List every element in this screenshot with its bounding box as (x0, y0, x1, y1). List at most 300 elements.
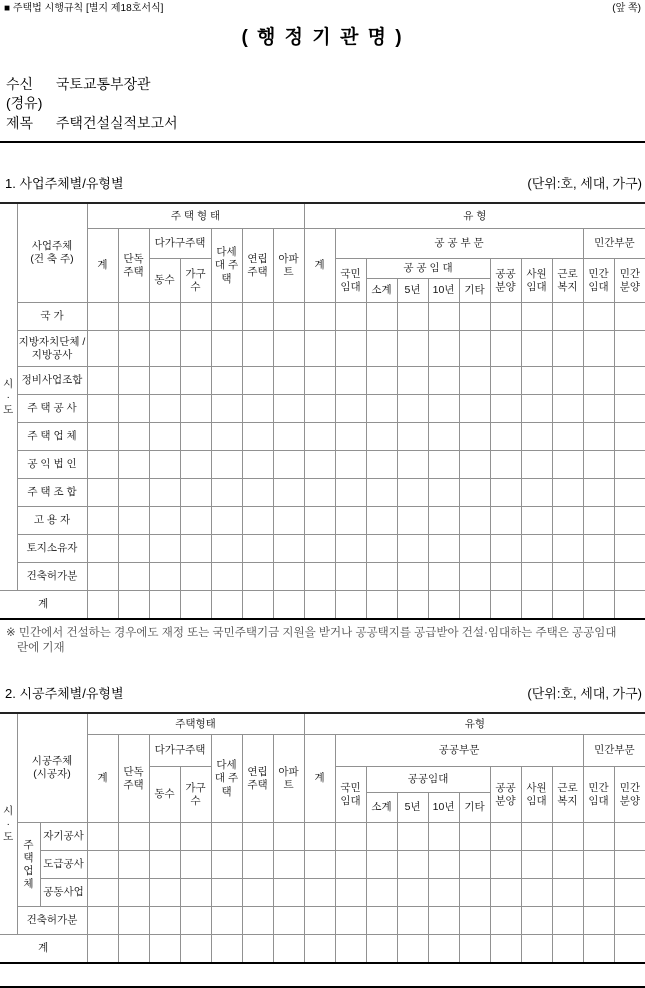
data-cell (521, 535, 552, 563)
data-cell (397, 331, 428, 367)
data-cell (87, 507, 118, 535)
data-cell (180, 367, 211, 395)
col-header-5yr: 5년 (397, 279, 428, 303)
data-cell (273, 935, 304, 963)
row-label-building-permit: 건축허가분 (17, 563, 87, 591)
data-cell (242, 907, 273, 935)
data-cell (242, 423, 273, 451)
group-header-public-sector: 공공부문 (335, 735, 583, 767)
via-line: (경유) (6, 95, 43, 112)
data-cell (428, 303, 459, 331)
data-cell (366, 535, 397, 563)
data-cell (490, 935, 521, 963)
data-cell (614, 507, 645, 535)
data-cell (335, 331, 366, 367)
data-cell (118, 879, 149, 907)
col-header-household-count: 가구수 (180, 767, 211, 823)
row-label-redevelopment-assoc: 정비사업조합 (17, 367, 87, 395)
col-header-subtotal: 소계 (366, 279, 397, 303)
row-header-constructor: 시공주체 (시공자) (17, 713, 87, 823)
data-cell (211, 535, 242, 563)
data-cell (521, 935, 552, 963)
data-cell (211, 591, 242, 619)
data-cell (397, 907, 428, 935)
data-cell (149, 907, 180, 935)
data-cell (211, 823, 242, 851)
data-cell (366, 879, 397, 907)
data-cell (428, 935, 459, 963)
data-cell (428, 507, 459, 535)
data-cell (335, 507, 366, 535)
data-cell (552, 535, 583, 563)
data-cell (366, 303, 397, 331)
data-cell (490, 423, 521, 451)
data-cell (490, 851, 521, 879)
recipient-value: 국토교통부장관 (55, 76, 151, 92)
data-cell (428, 563, 459, 591)
row-label-housing-assoc: 주 택 조 합 (17, 479, 87, 507)
data-cell (366, 367, 397, 395)
data-cell (304, 535, 335, 563)
col-header-national-rental: 국민 임대 (335, 259, 366, 303)
recipient-label: 수신 (6, 76, 34, 92)
data-cell (242, 591, 273, 619)
data-cell (366, 423, 397, 451)
data-cell (211, 367, 242, 395)
col-header-total: 계 (87, 229, 118, 303)
data-cell (304, 879, 335, 907)
data-cell (180, 451, 211, 479)
data-cell (428, 423, 459, 451)
data-cell (614, 367, 645, 395)
data-cell (242, 563, 273, 591)
col-header-dasedae: 다세대 주택 (211, 229, 242, 303)
data-cell (583, 591, 614, 619)
data-cell (583, 507, 614, 535)
section2-heading (5, 683, 642, 702)
data-cell (366, 907, 397, 935)
data-cell (273, 423, 304, 451)
data-cell (180, 479, 211, 507)
data-cell (614, 563, 645, 591)
col-header-detached: 단독 주택 (118, 229, 149, 303)
row-label-housing-company: 주 택 업 체 (17, 423, 87, 451)
data-cell (149, 395, 180, 423)
data-cell (459, 303, 490, 331)
data-cell (335, 479, 366, 507)
data-cell (180, 591, 211, 619)
data-cell (87, 395, 118, 423)
data-cell (87, 591, 118, 619)
section1-unit: (단위:호, 세대, 가구) (527, 175, 642, 191)
data-cell (552, 367, 583, 395)
data-cell (149, 367, 180, 395)
data-cell (397, 395, 428, 423)
data-cell (583, 451, 614, 479)
data-cell (211, 907, 242, 935)
data-cell (118, 563, 149, 591)
data-cell (614, 935, 645, 963)
col-header-type-total: 계 (304, 735, 335, 823)
data-cell (490, 331, 521, 367)
data-cell (459, 851, 490, 879)
data-cell (490, 303, 521, 331)
data-cell (428, 823, 459, 851)
col-header-etc: 기타 (459, 793, 490, 823)
header-divider (0, 141, 645, 143)
section1-title: 1. 사업주체별/유형별 (5, 175, 124, 191)
data-cell (273, 451, 304, 479)
sido-axis-label: 시 · 도 (0, 713, 17, 935)
col-header-public-sale: 공공 분양 (490, 259, 521, 303)
data-cell (335, 879, 366, 907)
data-cell (211, 395, 242, 423)
data-cell (273, 591, 304, 619)
group-header-public-rental: 공공임대 (366, 767, 490, 793)
data-cell (397, 423, 428, 451)
data-cell (366, 479, 397, 507)
subject-label: 제목 (6, 114, 34, 131)
data-cell (459, 535, 490, 563)
group-header-type: 유형 (304, 713, 645, 735)
footnote-line2: 란에 기재 (17, 642, 65, 655)
data-cell (87, 479, 118, 507)
data-cell (614, 591, 645, 619)
data-cell (366, 395, 397, 423)
data-cell (304, 395, 335, 423)
data-cell (428, 879, 459, 907)
data-cell (149, 507, 180, 535)
row-label-total: 계 (0, 935, 87, 963)
form-reference: ■ 주택법 시행규칙 [별지 제18호서식] (4, 3, 164, 14)
data-cell (118, 907, 149, 935)
data-cell (149, 935, 180, 963)
col-header-private-rental: 민간 임대 (583, 767, 614, 823)
data-cell (180, 879, 211, 907)
data-cell (397, 303, 428, 331)
data-cell (335, 851, 366, 879)
data-cell (366, 591, 397, 619)
data-cell (552, 395, 583, 423)
data-cell (583, 479, 614, 507)
data-cell (87, 535, 118, 563)
data-cell (490, 367, 521, 395)
data-cell (521, 331, 552, 367)
data-cell (552, 907, 583, 935)
data-cell (335, 591, 366, 619)
data-cell (180, 303, 211, 331)
data-cell (397, 879, 428, 907)
row-label-joint-project: 공동사업 (40, 879, 87, 907)
data-cell (180, 423, 211, 451)
data-cell (459, 331, 490, 367)
data-cell (397, 479, 428, 507)
data-cell (211, 851, 242, 879)
data-cell (459, 451, 490, 479)
data-cell (118, 823, 149, 851)
col-header-national-rental: 국민 임대 (335, 767, 366, 823)
col-header-etc: 기타 (459, 279, 490, 303)
footnote-line1: ※ 민간에서 건설하는 경우에도 재정 또는 국민주택기금 지원을 받거나 공공택지를 공급받아 건설·임대하는 주택은 공공임대 (6, 626, 617, 639)
col-header-dong-count: 동수 (149, 767, 180, 823)
data-cell (552, 331, 583, 367)
data-cell (583, 563, 614, 591)
data-cell (490, 823, 521, 851)
data-cell (242, 935, 273, 963)
data-cell (397, 451, 428, 479)
data-cell (87, 935, 118, 963)
data-cell (118, 423, 149, 451)
data-cell (490, 591, 521, 619)
data-cell (273, 879, 304, 907)
data-cell (335, 451, 366, 479)
data-cell (583, 851, 614, 879)
data-cell (149, 851, 180, 879)
row-label-contract-construction: 도급공사 (40, 851, 87, 879)
col-header-type-total: 계 (304, 229, 335, 303)
group-header-public-sector: 공 공 부 문 (335, 229, 583, 259)
data-cell (614, 331, 645, 367)
data-cell (211, 935, 242, 963)
data-cell (397, 535, 428, 563)
row-label-national: 국 가 (17, 303, 87, 331)
data-cell (428, 907, 459, 935)
data-cell (366, 935, 397, 963)
data-cell (118, 367, 149, 395)
data-cell (366, 851, 397, 879)
data-cell (521, 851, 552, 879)
data-cell (490, 479, 521, 507)
data-cell (397, 851, 428, 879)
data-cell (490, 907, 521, 935)
data-cell (335, 395, 366, 423)
data-cell (366, 451, 397, 479)
group-header-multi-family: 다가구주택 (149, 229, 211, 259)
data-cell (273, 395, 304, 423)
col-header-10yr: 10년 (428, 793, 459, 823)
letter-block (6, 75, 645, 133)
data-cell (428, 331, 459, 367)
row-label-total: 계 (0, 591, 87, 619)
data-cell (273, 563, 304, 591)
data-cell (304, 479, 335, 507)
col-header-private-sale: 민간 분양 (614, 767, 645, 823)
data-cell (273, 851, 304, 879)
col-header-dong-count: 동수 (149, 259, 180, 303)
data-cell (583, 879, 614, 907)
data-cell (304, 823, 335, 851)
data-cell (552, 451, 583, 479)
data-cell (118, 851, 149, 879)
data-cell (335, 907, 366, 935)
data-cell (273, 331, 304, 367)
data-cell (211, 303, 242, 331)
data-cell (180, 851, 211, 879)
table-by-business-entity (0, 202, 645, 620)
data-cell (273, 823, 304, 851)
data-cell (87, 907, 118, 935)
data-cell (87, 451, 118, 479)
col-header-company-rental: 사원 임대 (521, 767, 552, 823)
data-cell (552, 823, 583, 851)
col-header-subtotal: 소계 (366, 793, 397, 823)
data-cell (87, 879, 118, 907)
data-cell (459, 479, 490, 507)
data-cell (242, 507, 273, 535)
subject-value: 주택건설실적보고서 (55, 114, 178, 131)
data-cell (521, 423, 552, 451)
data-cell (614, 535, 645, 563)
data-cell (459, 367, 490, 395)
data-cell (366, 823, 397, 851)
data-cell (459, 879, 490, 907)
data-cell (211, 451, 242, 479)
data-cell (242, 451, 273, 479)
data-cell (614, 423, 645, 451)
data-cell (614, 479, 645, 507)
data-cell (180, 535, 211, 563)
data-cell (490, 395, 521, 423)
data-cell (335, 823, 366, 851)
data-cell (366, 563, 397, 591)
sido-axis-label: 시 · 도 (0, 203, 17, 591)
data-cell (614, 851, 645, 879)
data-cell (397, 591, 428, 619)
data-cell (428, 535, 459, 563)
data-cell (87, 367, 118, 395)
data-cell (521, 479, 552, 507)
data-cell (118, 479, 149, 507)
page-top-line (0, 0, 645, 15)
data-cell (118, 935, 149, 963)
data-cell (118, 395, 149, 423)
data-cell (304, 935, 335, 963)
table1-footnote (6, 626, 641, 657)
group-header-private-sector: 민간부문 (583, 735, 645, 767)
data-cell (521, 563, 552, 591)
data-cell (366, 331, 397, 367)
section2-unit: (단위:호, 세대, 가구) (527, 685, 642, 701)
data-cell (428, 395, 459, 423)
data-cell (149, 823, 180, 851)
data-cell (149, 451, 180, 479)
data-cell (118, 303, 149, 331)
data-cell (583, 395, 614, 423)
row-header-business-entity: 사업주체 (건 축 주) (17, 203, 87, 303)
data-cell (87, 331, 118, 367)
data-cell (149, 591, 180, 619)
data-cell (490, 563, 521, 591)
data-cell (521, 303, 552, 331)
data-cell (521, 823, 552, 851)
data-cell (583, 935, 614, 963)
group-header-private-sector: 민간부문 (583, 229, 645, 259)
col-header-public-sale: 공공 분양 (490, 767, 521, 823)
data-cell (552, 479, 583, 507)
data-cell (149, 423, 180, 451)
data-cell (273, 507, 304, 535)
col-header-apartment: 아파트 (273, 735, 304, 823)
data-cell (304, 563, 335, 591)
data-cell (521, 507, 552, 535)
data-cell (211, 331, 242, 367)
col-header-company-rental: 사원 임대 (521, 259, 552, 303)
row-label-employer: 고 용 자 (17, 507, 87, 535)
data-cell (304, 303, 335, 331)
data-cell (490, 879, 521, 907)
data-cell (149, 879, 180, 907)
data-cell (521, 451, 552, 479)
data-cell (87, 823, 118, 851)
data-cell (583, 331, 614, 367)
data-cell (87, 303, 118, 331)
data-cell (118, 535, 149, 563)
data-cell (180, 907, 211, 935)
data-cell (211, 879, 242, 907)
data-cell (304, 507, 335, 535)
data-cell (211, 479, 242, 507)
col-header-private-sale: 민간 분양 (614, 259, 645, 303)
data-cell (614, 395, 645, 423)
table-by-constructor (0, 712, 645, 964)
data-cell (490, 507, 521, 535)
data-cell (397, 935, 428, 963)
data-cell (87, 423, 118, 451)
group-header-housing-type: 주 택 형 태 (87, 203, 304, 229)
page-side-label: (앞 쪽) (612, 3, 641, 14)
row-label-housing-corp: 주 택 공 사 (17, 395, 87, 423)
data-cell (304, 591, 335, 619)
row-group-label-housing-company: 주 택 업 체 (17, 823, 40, 907)
data-cell (304, 451, 335, 479)
data-cell (428, 591, 459, 619)
data-cell (180, 563, 211, 591)
data-cell (304, 367, 335, 395)
col-header-rowhouse: 연립 주택 (242, 229, 273, 303)
agency-title: ( 행 정 기 관 명 ) (241, 27, 404, 48)
data-cell (459, 935, 490, 963)
data-cell (614, 303, 645, 331)
data-cell (428, 367, 459, 395)
data-cell (273, 535, 304, 563)
data-cell (552, 935, 583, 963)
data-cell (397, 367, 428, 395)
data-cell (521, 879, 552, 907)
row-label-own-construction: 자기공사 (40, 823, 87, 851)
data-cell (459, 395, 490, 423)
data-cell (490, 535, 521, 563)
data-cell (459, 823, 490, 851)
group-header-housing-type: 주택형태 (87, 713, 304, 735)
data-cell (242, 535, 273, 563)
group-header-multi-family: 다가구주택 (149, 735, 211, 767)
data-cell (149, 535, 180, 563)
data-cell (335, 367, 366, 395)
data-cell (490, 451, 521, 479)
data-cell (242, 367, 273, 395)
data-cell (335, 563, 366, 591)
data-cell (614, 451, 645, 479)
data-cell (180, 935, 211, 963)
group-header-type: 유 형 (304, 203, 645, 229)
data-cell (521, 907, 552, 935)
data-cell (242, 479, 273, 507)
data-cell (459, 507, 490, 535)
data-cell (552, 851, 583, 879)
data-cell (428, 451, 459, 479)
data-cell (459, 907, 490, 935)
data-cell (583, 367, 614, 395)
